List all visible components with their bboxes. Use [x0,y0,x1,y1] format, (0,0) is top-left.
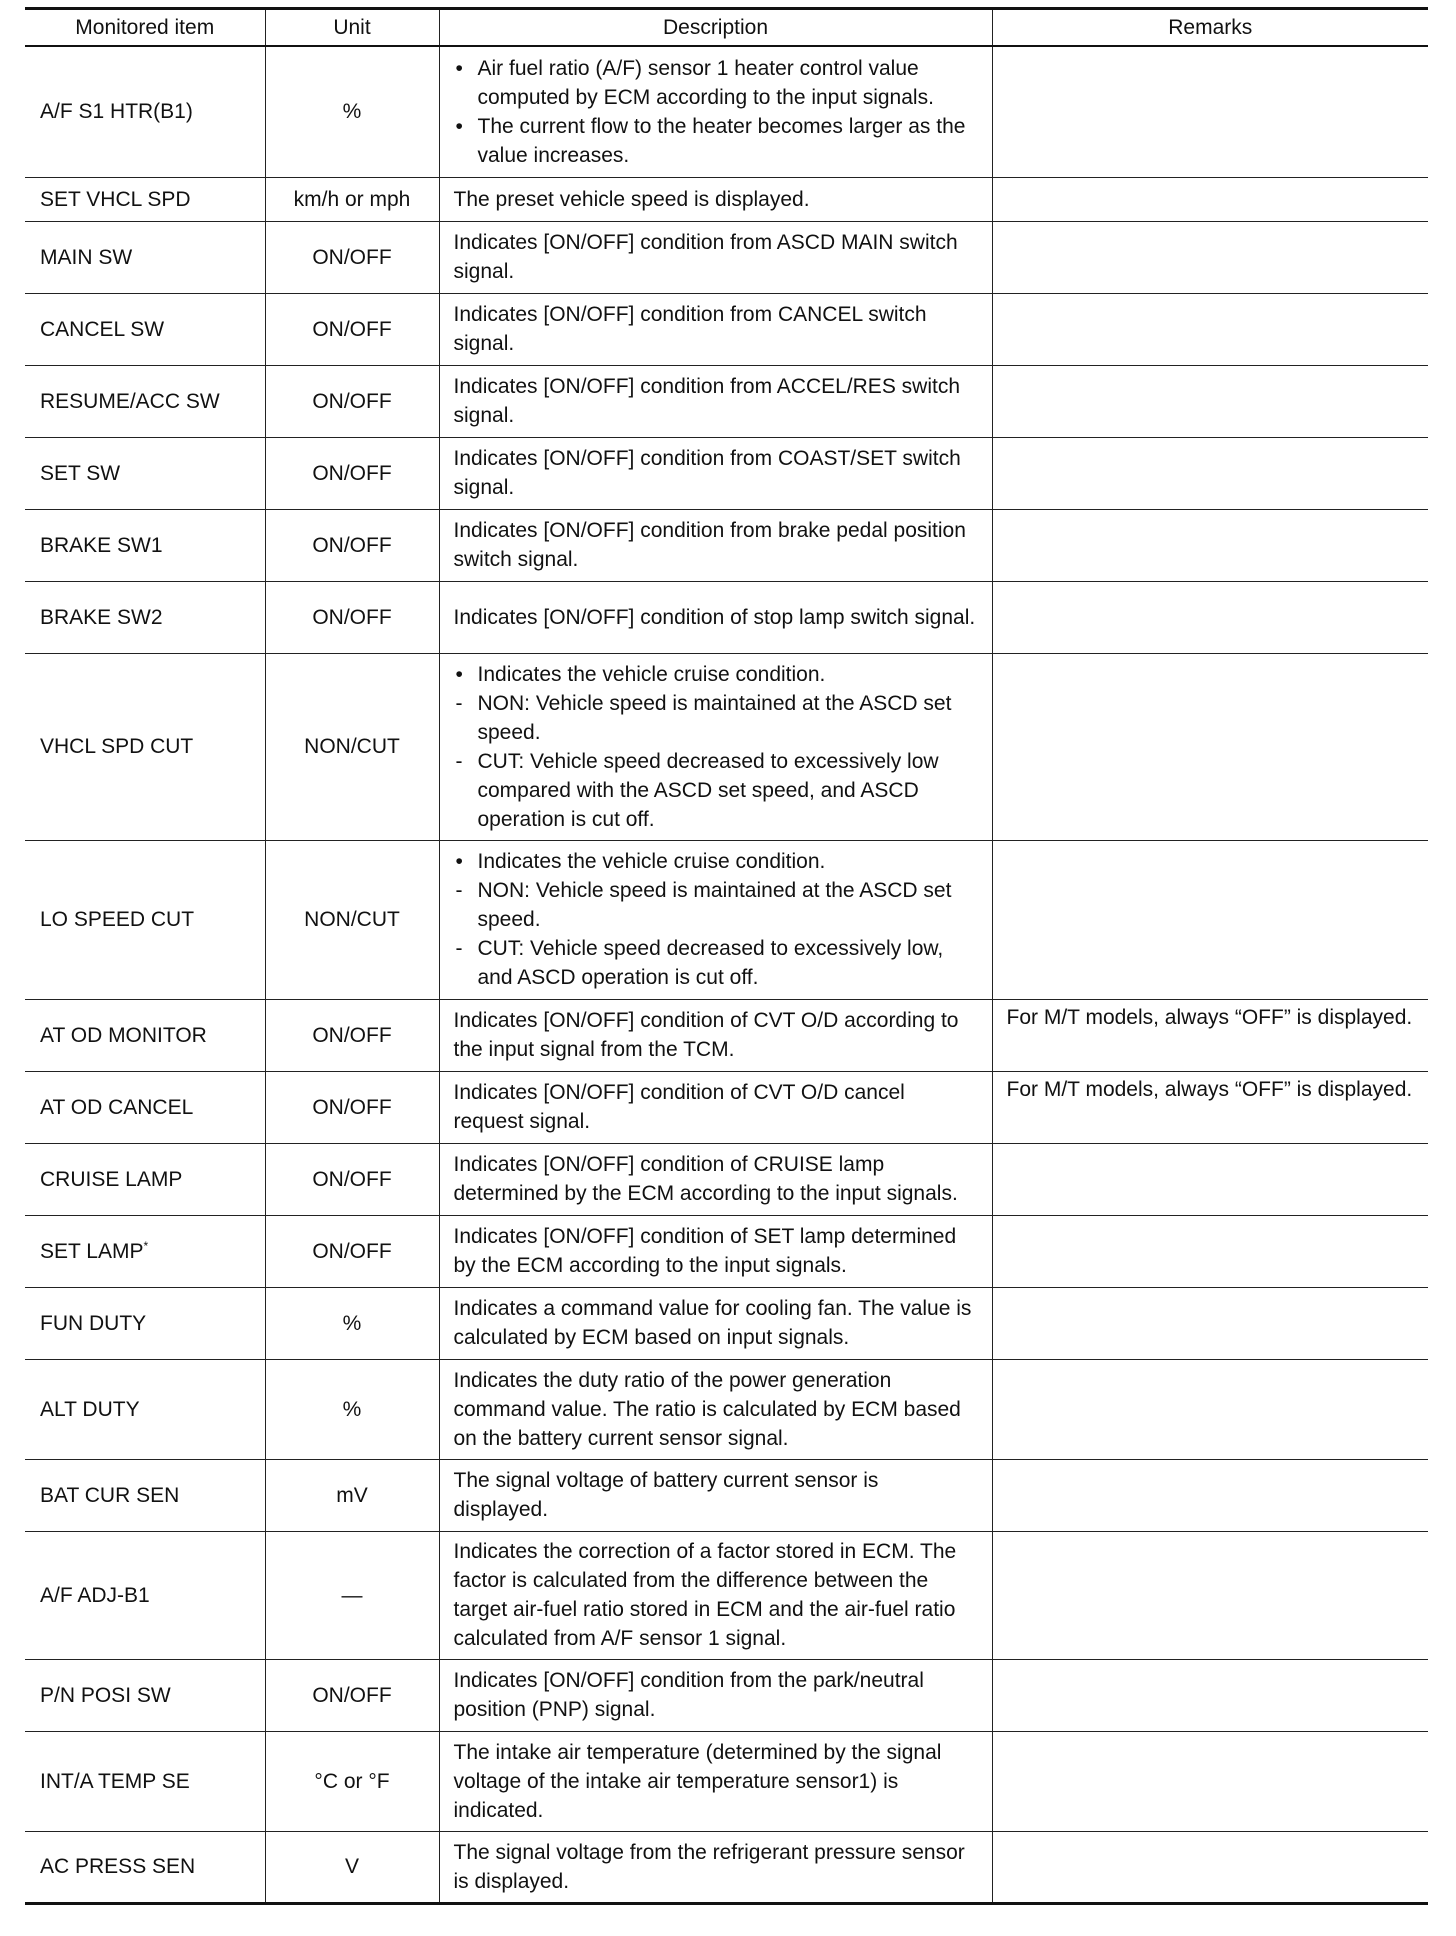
bullet-marker: • [455,850,463,873]
cell-monitored-item [25,1459,265,1531]
description-text: Indicates [ON/OFF] condition of CRUISE lamp determined by the ECM according to the input signals. [453,1153,958,1205]
cell-unit: ON/OFF [265,293,439,365]
table-row [25,1359,1428,1459]
cell-monitored-item [25,999,265,1071]
description-text: Indicates [ON/OFF] condition from ACCEL/RES switch signal. [453,375,961,427]
table-row [25,999,1428,1071]
description-list [454,54,978,170]
cell-remarks [992,1215,1428,1287]
cell-monitored-item [25,1359,265,1459]
cell-monitored-item [25,1731,265,1831]
cell-remarks: For M/T models, always “OFF” is displayed. [992,999,1428,1071]
cell-unit: ON/OFF [265,365,439,437]
item-name: P/N POSI SW [40,1683,171,1707]
dash-marker: - [455,691,463,715]
header-remarks: Remarks [992,9,1428,47]
description-text: Indicates [ON/OFF] condition from ASCD MAIN switch signal. [453,231,958,283]
cell-description [439,177,992,221]
cell-unit: % [265,46,439,177]
description-list [454,660,978,834]
cell-unit: ON/OFF [265,1215,439,1287]
description-text: Indicates [ON/OFF] condition from the park/neutral position (PNP) signal. [453,1669,924,1721]
cell-remarks [992,1831,1428,1903]
cell-description [439,293,992,365]
table-row [25,1143,1428,1215]
cell-unit: mV [265,1459,439,1531]
description-list-text: CUT: Vehicle speed decreased to excessively low compared with the ASCD set speed, and ASCD operation is cut off. [477,749,939,831]
item-name: SET LAMP [40,1239,144,1263]
cell-unit: ON/OFF [265,509,439,581]
description-text: The signal voltage from the refrigerant pressure sensor is displayed. [453,1840,965,1893]
item-name: BAT CUR SEN [40,1483,180,1507]
cell-monitored-item [25,1071,265,1143]
cell-unit: ON/OFF [265,1143,439,1215]
table-row [25,365,1428,437]
header-description: Description [439,9,992,47]
description-list-text: NON: Vehicle speed is maintained at the ASCD set speed. [477,879,952,931]
cell-monitored-item [25,1287,265,1359]
item-name: BRAKE SW1 [40,533,163,557]
item-name: INT/A TEMP SE [40,1769,190,1793]
description-list-item [454,934,978,992]
cell-description [439,1459,992,1531]
table-row [25,293,1428,365]
cell-remarks [992,581,1428,653]
cell-unit: ON/OFF [265,1659,439,1731]
cell-description [439,1731,992,1831]
item-name: VHCL SPD CUT [40,735,194,758]
item-footnote-mark: * [143,1238,149,1253]
item-name: CANCEL SW [40,317,165,341]
description-text: The intake air temperature (determined by the signal voltage of the intake air temperature sensor1) is indicated. [453,1740,942,1822]
cell-monitored-item [25,1531,265,1659]
bullet-marker: • [455,662,463,686]
cell-unit: — [265,1531,439,1659]
table-row [25,840,1428,999]
cell-unit: ON/OFF [265,221,439,293]
cell-remarks [992,437,1428,509]
cell-unit: ON/OFF [265,1071,439,1143]
bullet-marker: • [455,114,463,138]
cell-remarks [992,509,1428,581]
cell-description [439,509,992,581]
description-text: Indicates a command value for cooling fan. The value is calculated by ECM based on input signals. [453,1297,972,1349]
description-list-text: The current flow to the heater becomes larger as the value increases. [477,114,966,167]
table-row [25,437,1428,509]
cell-description [439,653,992,840]
description-text: The signal voltage of battery current sensor is displayed. [453,1469,879,1521]
item-name: CRUISE LAMP [40,1167,183,1191]
cell-monitored-item [25,177,265,221]
cell-monitored-item [25,1143,265,1215]
cell-monitored-item [25,840,265,999]
item-name: SET VHCL SPD [40,187,191,211]
cell-unit: ON/OFF [265,999,439,1071]
description-list-item [454,747,978,834]
item-name: A/F S1 HTR(B1) [40,100,193,124]
table-row [25,1459,1428,1531]
table-row [25,1731,1428,1831]
table-row [25,46,1428,177]
description-text: The preset vehicle speed is displayed. [453,187,810,211]
cell-monitored-item [25,1215,265,1287]
cell-remarks [992,653,1428,840]
cell-unit: km/h or mph [265,177,439,221]
description-list-text: Indicates the vehicle cruise condition. [477,850,826,873]
table-row [25,221,1428,293]
cell-description [439,437,992,509]
description-list-item [454,847,978,876]
description-list-item [454,689,978,747]
cell-monitored-item [25,437,265,509]
cell-description [439,365,992,437]
description-text: Indicates [ON/OFF] condition of SET lamp determined by the ECM according to the input signals. [453,1225,957,1277]
cell-monitored-item [25,293,265,365]
cell-remarks [992,293,1428,365]
cell-remarks [992,1459,1428,1531]
item-name: SET SW [40,461,121,485]
table-row [25,1659,1428,1731]
cell-description [439,581,992,653]
cell-unit: NON/CUT [265,840,439,999]
cell-unit: V [265,1831,439,1903]
table-row [25,581,1428,653]
cell-monitored-item [25,221,265,293]
cell-remarks [992,1731,1428,1831]
bullet-marker: • [455,56,463,80]
cell-remarks [992,1531,1428,1659]
item-name: FUN DUTY [40,1311,147,1335]
table-row [25,1215,1428,1287]
monitor-item-table [25,7,1428,1905]
cell-description [439,1143,992,1215]
description-text: Indicates the duty ratio of the power generation command value. The ratio is calculated by ECM based on the battery current sensor signal. [453,1368,961,1450]
cell-monitored-item [25,653,265,840]
cell-description [439,1071,992,1143]
cell-description [439,999,992,1071]
cell-remarks [992,1143,1428,1215]
item-name: LO SPEED CUT [40,908,195,931]
cell-remarks [992,840,1428,999]
item-name: A/F ADJ-B1 [40,1583,150,1607]
header-unit: Unit [265,9,439,47]
table-body [25,46,1428,1903]
description-text: Indicates [ON/OFF] condition from brake pedal position switch signal. [453,519,966,571]
dash-marker: - [455,879,463,902]
table-row [25,509,1428,581]
description-list-item [454,54,978,112]
cell-remarks: For M/T models, always “OFF” is displayed. [992,1071,1428,1143]
cell-monitored-item [25,581,265,653]
cell-remarks [992,1287,1428,1359]
cell-monitored-item [25,1831,265,1903]
description-list-text: NON: Vehicle speed is maintained at the ASCD set speed. [477,691,952,744]
cell-remarks [992,1359,1428,1459]
description-list-text: Air fuel ratio (A/F) sensor 1 heater control value computed by ECM according to the input signals. [477,56,934,109]
cell-monitored-item [25,509,265,581]
cell-description [439,1659,992,1731]
cell-description [439,46,992,177]
description-list-text: Indicates the vehicle cruise condition. [477,662,826,686]
description-list-item [454,112,978,170]
item-name: RESUME/ACC SW [40,389,220,413]
cell-unit: ON/OFF [265,437,439,509]
cell-monitored-item [25,365,265,437]
description-text: Indicates [ON/OFF] condition from COAST/SET switch signal. [453,447,961,499]
cell-remarks [992,221,1428,293]
description-list-item [454,660,978,689]
cell-unit: % [265,1359,439,1459]
cell-unit: ON/OFF [265,581,439,653]
description-text: Indicates the correction of a factor stored in ECM. The factor is calculated from the difference between the target air-fuel ratio stored in ECM and the air-fuel ratio calculated from A/F sensor 1 signal. [453,1540,957,1650]
description-list [454,847,978,992]
table-row [25,1831,1428,1903]
cell-unit: °C or °F [265,1731,439,1831]
cell-description [439,1287,992,1359]
cell-monitored-item [25,1659,265,1731]
description-text: Indicates [ON/OFF] condition of CVT O/D cancel request signal. [453,1081,905,1133]
table-row [25,1287,1428,1359]
item-name: BRAKE SW2 [40,605,163,629]
item-name: ALT DUTY [40,1397,140,1421]
description-text: Indicates [ON/OFF] condition from CANCEL switch signal. [453,303,927,355]
table-header-row [25,9,1428,47]
cell-monitored-item [25,46,265,177]
cell-unit: NON/CUT [265,653,439,840]
cell-remarks [992,365,1428,437]
cell-description [439,1831,992,1903]
table-row [25,177,1428,221]
dash-marker: - [455,937,463,960]
cell-description [439,1215,992,1287]
cell-unit: % [265,1287,439,1359]
item-name: AC PRESS SEN [40,1855,196,1878]
description-text: Indicates [ON/OFF] condition of stop lamp switch signal. [453,605,976,629]
item-name: AT OD MONITOR [40,1023,207,1047]
cell-remarks [992,46,1428,177]
table-row [25,1071,1428,1143]
description-list-item [454,876,978,934]
item-name: AT OD CANCEL [40,1095,194,1119]
header-monitored-item: Monitored item [25,9,265,47]
item-name: MAIN SW [40,245,133,269]
cell-remarks [992,177,1428,221]
table-row [25,1531,1428,1659]
dash-marker: - [455,749,463,773]
cell-description [439,221,992,293]
cell-description [439,840,992,999]
cell-description [439,1359,992,1459]
cell-description [439,1531,992,1659]
cell-remarks [992,1659,1428,1731]
description-list-text: CUT: Vehicle speed decreased to excessively low, and ASCD operation is cut off. [477,937,944,989]
description-text: Indicates [ON/OFF] condition of CVT O/D according to the input signal from the TCM. [453,1009,959,1061]
table-row [25,653,1428,840]
